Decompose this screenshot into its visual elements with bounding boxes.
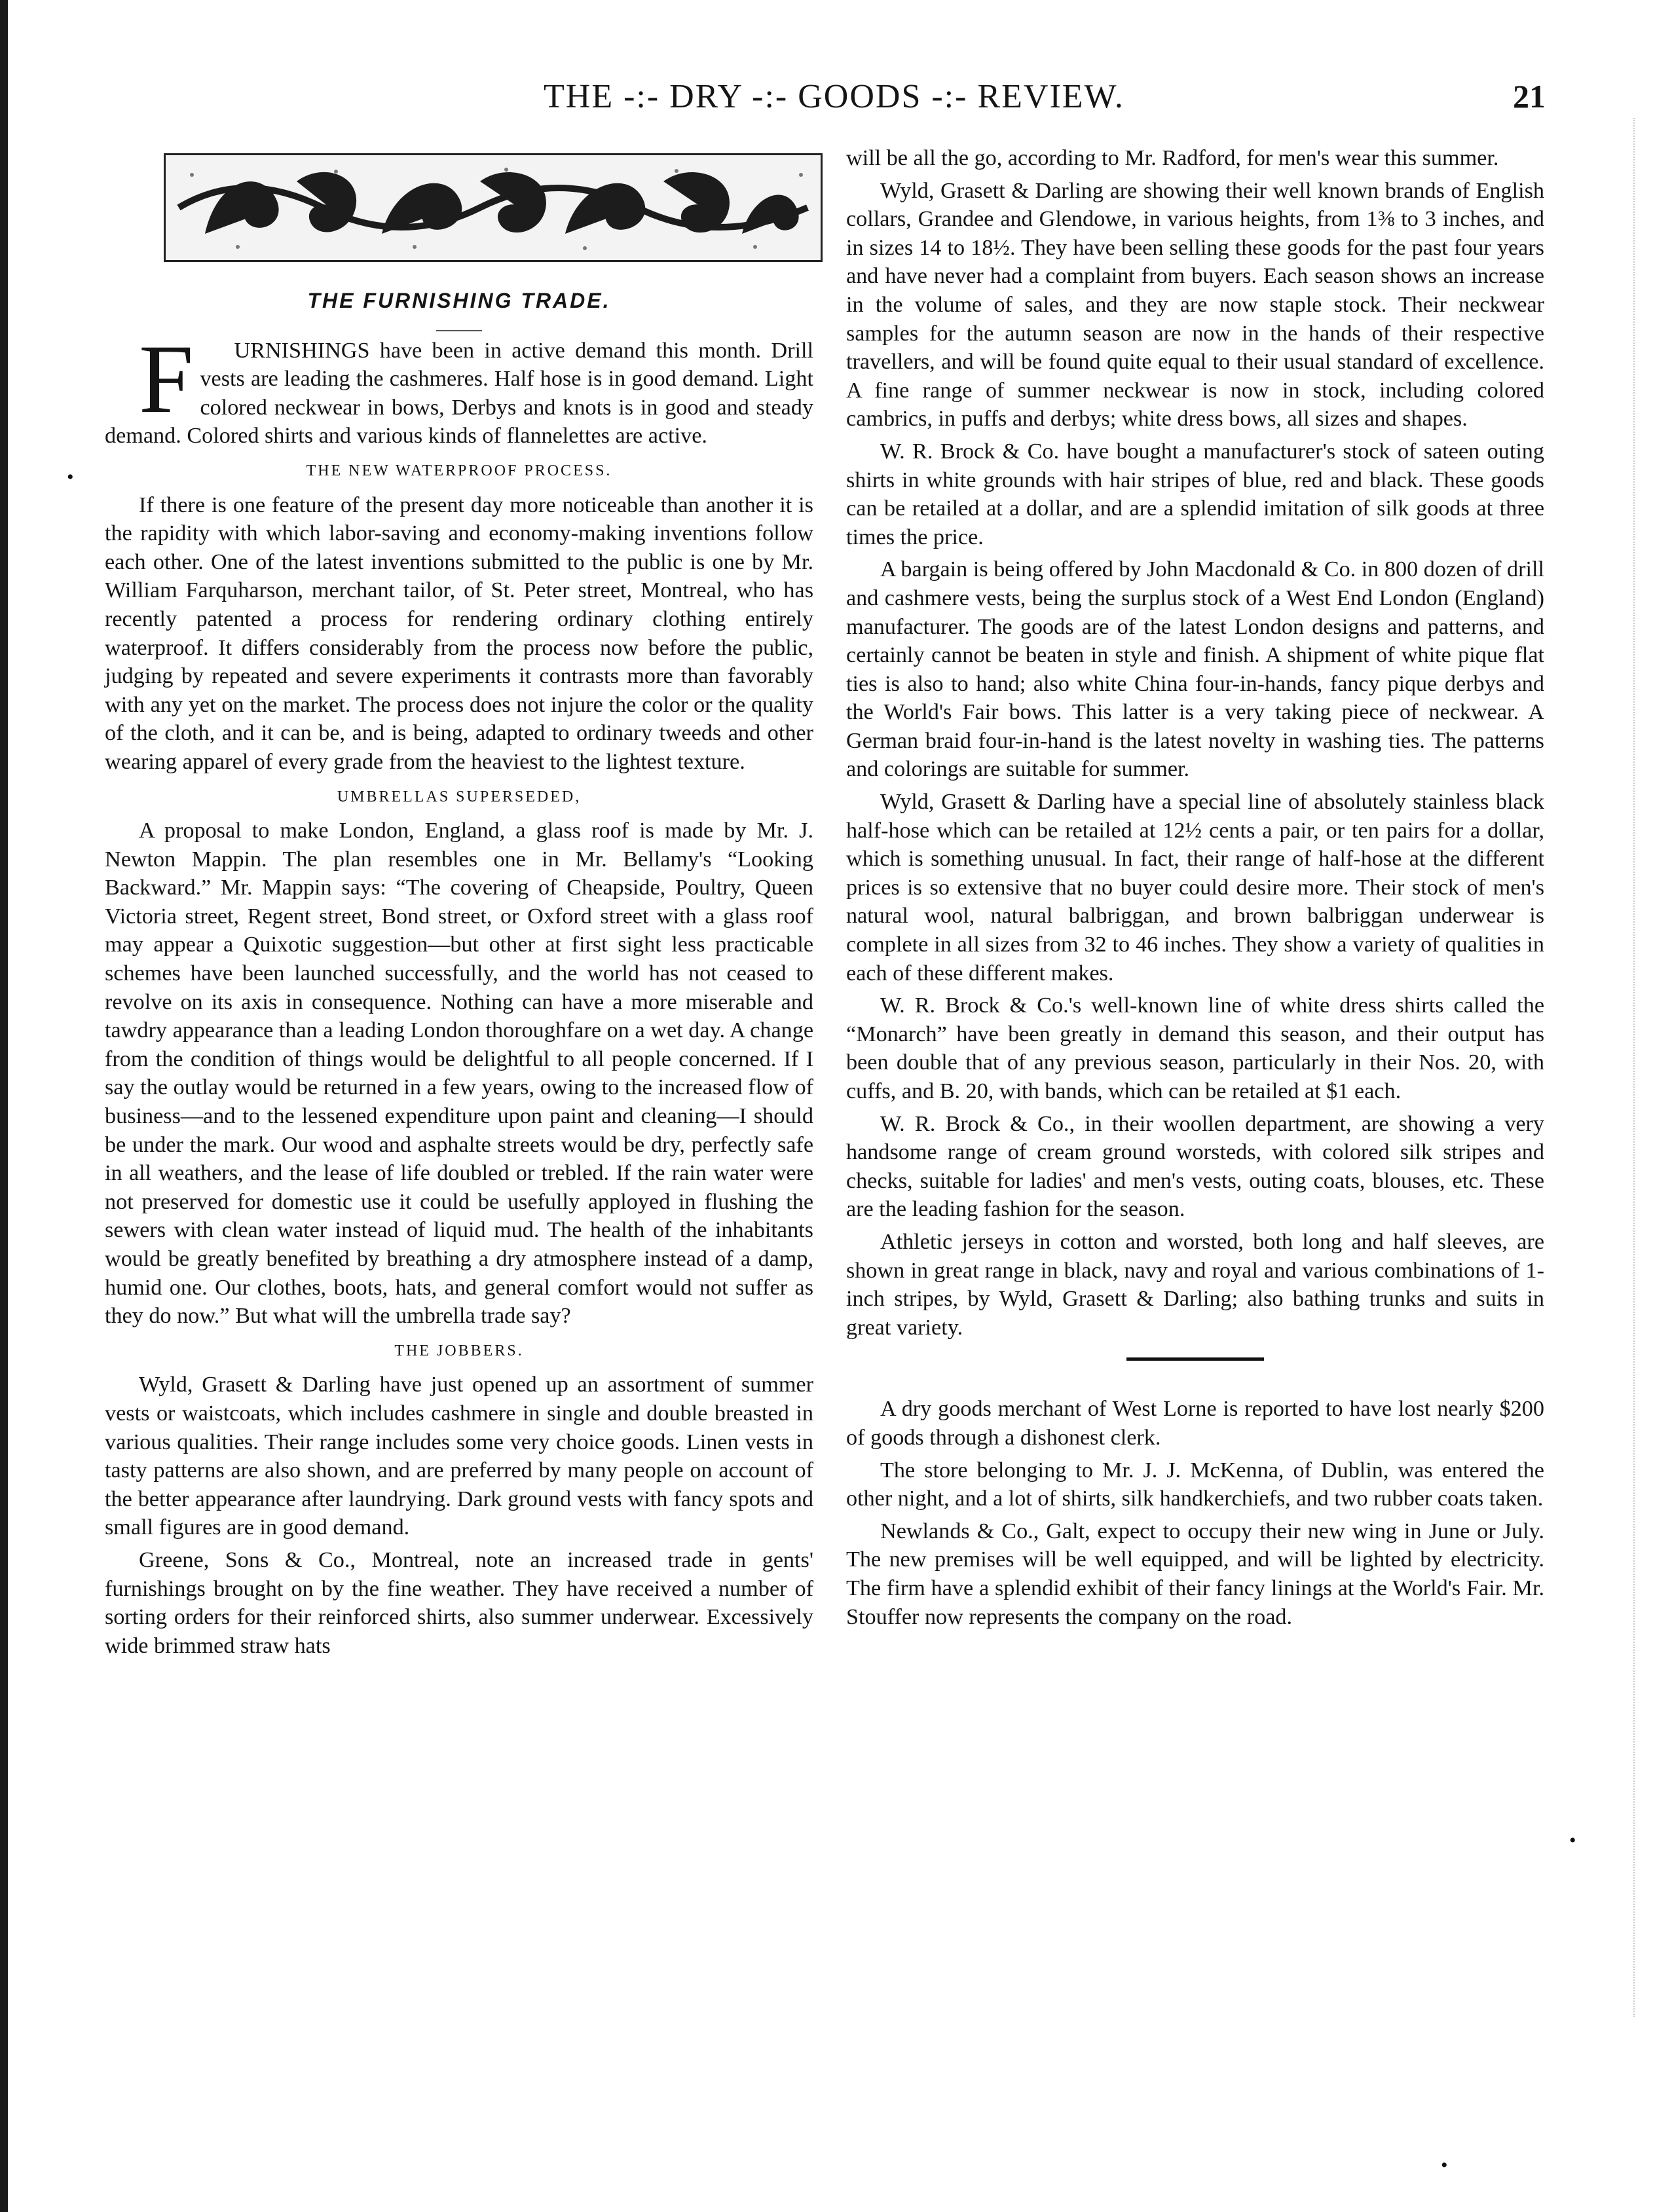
column-divider xyxy=(1126,1357,1264,1361)
article-paragraph: Greene, Sons & Co., Montreal, note an increased trade in gents' furnishings brought on by the fine weather. They have received a number of sorting orders for their reinforced shirts, also summer underwear. Excessively wide brimmed straw hats xyxy=(105,1547,813,1658)
right-column xyxy=(846,144,1544,1635)
article-paragraph: A bargain is being offered by John Macdonald & Co. in 800 dozen of drill and cashmere vests, being the surplus stock of a West End London (England) manufacturer. The goods are of the latest London designs and patterns, and certainly cannot be beaten in style and finish. A shipment of white pique flat ties is also to hand; also white China four-in-hands, fancy pique derbys and the World's Fair bows. This latter is a very taking piece of neckwear. A German braid four-in-hand is the latest novelty in washing ties. The patterns and colorings are suitable for summer. xyxy=(846,557,1544,782)
article-paragraph: Wyld, Grasett & Darling have a special line of absolutely stainless black half-hose which can be retailed at 12½ cents a pair, or ten pairs for a dollar, which is something unusual. In fact, their range of half-hose at the different prices is so extensive that no buyer could desire more. Their stock of men's natural wool, natural balbriggan, and brown balbriggan underwear is complete in all sizes from 32 to 46 inches. They show a variety of qualities in each of these different makes. xyxy=(846,790,1544,986)
page-edge-dots xyxy=(1633,118,1636,2017)
intro-text: URNISHINGS have been in active demand this month. Drill vests are leading the cashmeres. Half hose is in good demand. Light colored neckwear in bows, Derbys and knots is in good and steady demand. Colored shirts and various kinds of flannelettes are active. xyxy=(105,338,813,449)
subhead-waterproof: THE NEW WATERPROOF PROCESS. xyxy=(306,462,612,479)
page-number: 21 xyxy=(1513,78,1546,115)
intro-paragraph xyxy=(105,324,813,451)
article-paragraph: W. R. Brock & Co. have bought a manufacturer's stock of sateen outing shirts in white grounds with hair stripes of blue, red and black. These goods can be retailed at a dollar, and are a splendid imitation of silk goods at three times the price. xyxy=(846,439,1544,549)
article-paragraph: W. R. Brock & Co., in their woollen department, are showing a very handsome range of cream ground worsteds, with colored silk stripes and checks, suitable for ladies' and men's vests, outing coats, blouses, etc. These are the leading fashion for the season. xyxy=(846,1111,1544,1222)
article-paragraph: Newlands & Co., Galt, expect to occupy their new wing in June or July. The new premises will be well equipped, and will be lighted by electricity. The firm have a splendid exhibit of their fancy linings at the World's Fair. Mr. Stouffer now represents the company on the road. xyxy=(846,1519,1544,1629)
scan-speck: • xyxy=(67,466,74,488)
decorative-ornament-banner xyxy=(164,153,823,262)
article-paragraph: W. R. Brock & Co.'s well-known line of white dress shirts called the “Monarch” have been greatly in demand this season, and their output has been double that of any previous season, particularly in their Nos. 20, with cuffs, and B. 20, with bands, which can be retailed at $1 each. xyxy=(846,993,1544,1103)
publication-title: THE -:- DRY -:- GOODS -:- REVIEW. xyxy=(544,78,1124,115)
scan-speck: • xyxy=(1569,1830,1576,1851)
left-column xyxy=(105,144,813,1664)
article-paragraph: Wyld, Grasett & Darling are showing their well known brands of English collars, Grandee and Glendowe, in various heights, from 1⅜ to 3 inches, and in sizes 14 to 18½. They have been selling these goods for the past four years and have never had a complaint from buyers. Each season shows an increase in the volume of sales, and they are now staple stock. Their neckwear samples for the autumn season are now in the hands of their respective travellers, and will be found quite equal to their usual standard of excellence. A fine range of summer neckwear is now in stock, including colored cambrics, in puffs and derbys; white dress bows, all sizes and shapes. xyxy=(846,178,1544,432)
section-rule xyxy=(436,330,482,331)
page-edge-shadow xyxy=(0,0,8,2212)
page-header xyxy=(157,77,1546,130)
article-paragraph: Wyld, Grasett & Darling have just opened up an assortment of summer vests or waistcoats, which includes cashmere in single and double breasted in various qualities. Their range includes some very choice goods. Linen vests in tasty patterns are also shown, and are preferred by many people on account of the better appearance after laundrying. Dark ground vests with fancy spots and small figures are in good demand. xyxy=(105,1373,813,1540)
article-paragraph: Athletic jerseys in cotton and worsted, both long and half sleeves, are shown in great range in black, navy and royal and various combinations of 1-inch stripes, by Wyld, Grasett & Darling; also bathing trunks and suits in great variety. xyxy=(846,1229,1544,1340)
article-paragraph: will be all the go, according to Mr. Radford, for men's wear this summer. xyxy=(846,146,1499,170)
subhead-jobbers: THE JOBBERS. xyxy=(394,1342,524,1359)
scan-speck: • xyxy=(1441,2154,1448,2176)
subhead-umbrellas: UMBRELLAS SUPERSEDED, xyxy=(337,788,582,805)
article-paragraph: If there is one feature of the present day more noticeable than another it is the rapidity with which labor-saving and economy-making inventions follow each other. One of the latest inventions submitted to the public is one by Mr. William Farquharson, merchant tailor, of St. Peter street, Montreal, who has recently patented a process for rendering ordinary clothing entirely waterproof. It differs considerably from the process now before the public, judging by repeated and severe experiments it contrasts more than favorably with any yet on the market. The process does not injure the color or the quality of the cloth, and it can be, and is being, adapted to ordinary tweeds and other wearing apparel of every grade from the heaviest to the lightest texture. xyxy=(105,492,813,774)
drop-cap: F xyxy=(139,324,194,433)
article-paragraph: A proposal to make London, England, a glass roof is made by Mr. J. Newton Mappin. The plan resembles one in Mr. Bellamy's “Looking Backward.” Mr. Mappin says: “The covering of Cheapside, Poultry, Queen Victoria street, Regent street, Bond street, or Oxford street with a glass roof may appear a Quixotic suggestion—but other at first sight less practicable schemes have been launched successfully, and the world has not ceased to revolve on its axis in consequence. Nothing can have a more miserable and tawdry appearance than a leading London thoroughfare on a wet day. A change from the condition of things would be delightful to all people concerned. If I say the outlay would be returned in a few years, owing to the increased flow of business—and to the lessened expenditure upon paint and cleaning—I should be under the mark. Our wood and asphalte streets would be dry, perfectly safe in all weathers, and the lease of life doubled or trebled. If the rain water were not preserved for domestic use it could be usefully apployed in flushing the sewers with clean water instead of liquid mud. The health of the inhabitants would be greatly benefited by breathing a dry atmosphere instead of a damp, humid one. Our clothes, boots, hats, and general comfort would not suffer as they do now.” But what will the umbrella trade say? xyxy=(105,819,813,1329)
article-paragraph: A dry goods merchant of West Lorne is reported to have lost nearly $200 of goods through a dishonest clerk. xyxy=(846,1397,1544,1450)
article-paragraph: The store belonging to Mr. J. J. McKenna, of Dublin, was entered the other night, and a lot of shirts, silk handkerchiefs, and two rubber coats taken. xyxy=(846,1458,1544,1511)
section-title: THE FURNISHING TRADE. xyxy=(307,289,611,312)
